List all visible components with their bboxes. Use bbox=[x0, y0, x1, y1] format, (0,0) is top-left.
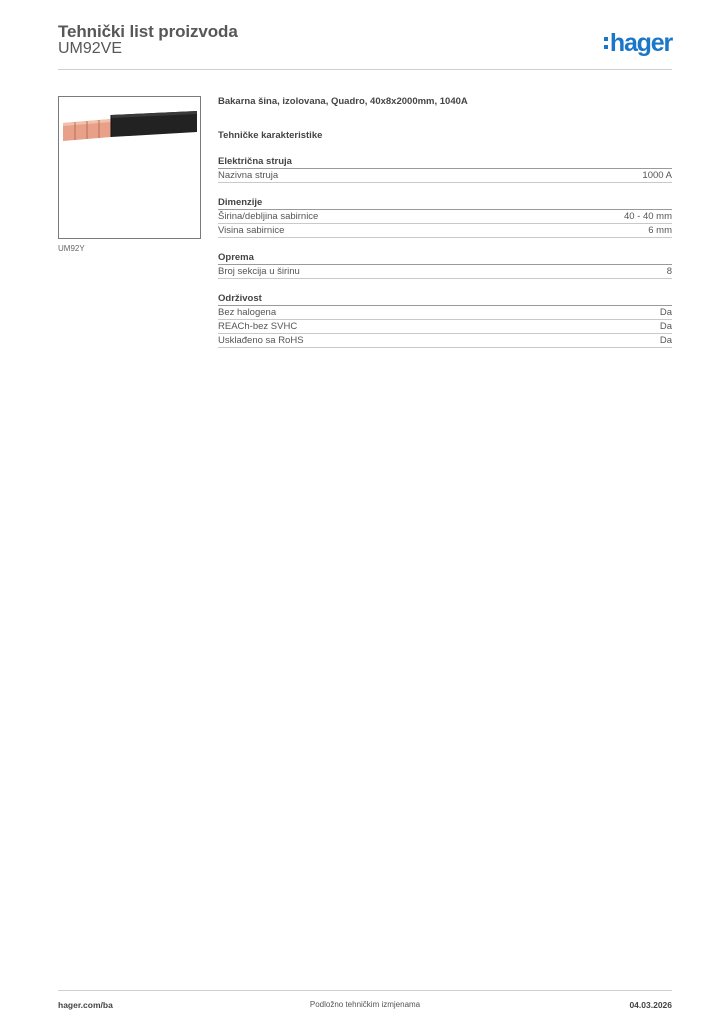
product-image bbox=[58, 96, 201, 239]
spec-value: 1000 A bbox=[642, 170, 672, 181]
busbar-image bbox=[59, 97, 200, 238]
spec-value: Da bbox=[659, 335, 672, 346]
spec-label: Broj sekcija u širinu bbox=[218, 266, 300, 277]
spec-label: Visina sabirnice bbox=[218, 225, 285, 236]
document-title: Tehnički list proizvoda bbox=[58, 22, 238, 41]
spec-row bbox=[218, 169, 672, 183]
footer-notice: Podložno tehničkim izmjenama bbox=[309, 1000, 421, 1009]
product-name: Bakarna šina, izolovana, Quadro, 40x8x2000mm, 1040A bbox=[218, 96, 468, 107]
document-header bbox=[58, 22, 672, 70]
spec-label: Usklađeno sa RoHS bbox=[218, 335, 304, 346]
spec-row bbox=[218, 224, 672, 238]
spec-row bbox=[218, 210, 672, 224]
logo-dots-icon bbox=[604, 37, 608, 49]
image-caption: UM92Y bbox=[58, 244, 85, 253]
logo-text: hager bbox=[609, 28, 672, 57]
section-title: Oprema bbox=[218, 252, 672, 265]
spec-label: Nazivna struja bbox=[218, 170, 279, 181]
product-details bbox=[218, 96, 672, 348]
section-title: Električna struja bbox=[218, 156, 672, 169]
spec-value: 40 - 40 mm bbox=[623, 211, 672, 222]
section-electrical bbox=[218, 156, 672, 183]
section-dimensions bbox=[218, 197, 672, 238]
spec-row bbox=[218, 265, 672, 279]
spec-value: Da bbox=[659, 307, 672, 318]
document-footer bbox=[58, 990, 672, 1014]
section-sustainability bbox=[218, 293, 672, 348]
spec-row bbox=[218, 334, 672, 348]
hager-logo bbox=[604, 29, 672, 57]
footer-date: 04.03.2026 bbox=[629, 1000, 672, 1010]
spec-label: Bez halogena bbox=[218, 307, 277, 318]
section-title: Dimenzije bbox=[218, 197, 672, 210]
section-title: Održivost bbox=[218, 293, 672, 306]
spec-row bbox=[218, 306, 672, 320]
spec-value: 6 mm bbox=[648, 225, 672, 236]
spec-value: Da bbox=[659, 321, 672, 332]
section-equipment bbox=[218, 252, 672, 279]
spec-value: 8 bbox=[666, 266, 672, 277]
spec-row bbox=[218, 320, 672, 334]
spec-label: Širina/debljina sabirnice bbox=[218, 211, 319, 222]
product-code: UM92VE bbox=[58, 40, 123, 57]
tech-heading: Tehničke karakteristike bbox=[218, 130, 323, 141]
footer-website: hager.com/ba bbox=[58, 1000, 113, 1010]
spec-label: REACh-bez SVHC bbox=[218, 321, 298, 332]
